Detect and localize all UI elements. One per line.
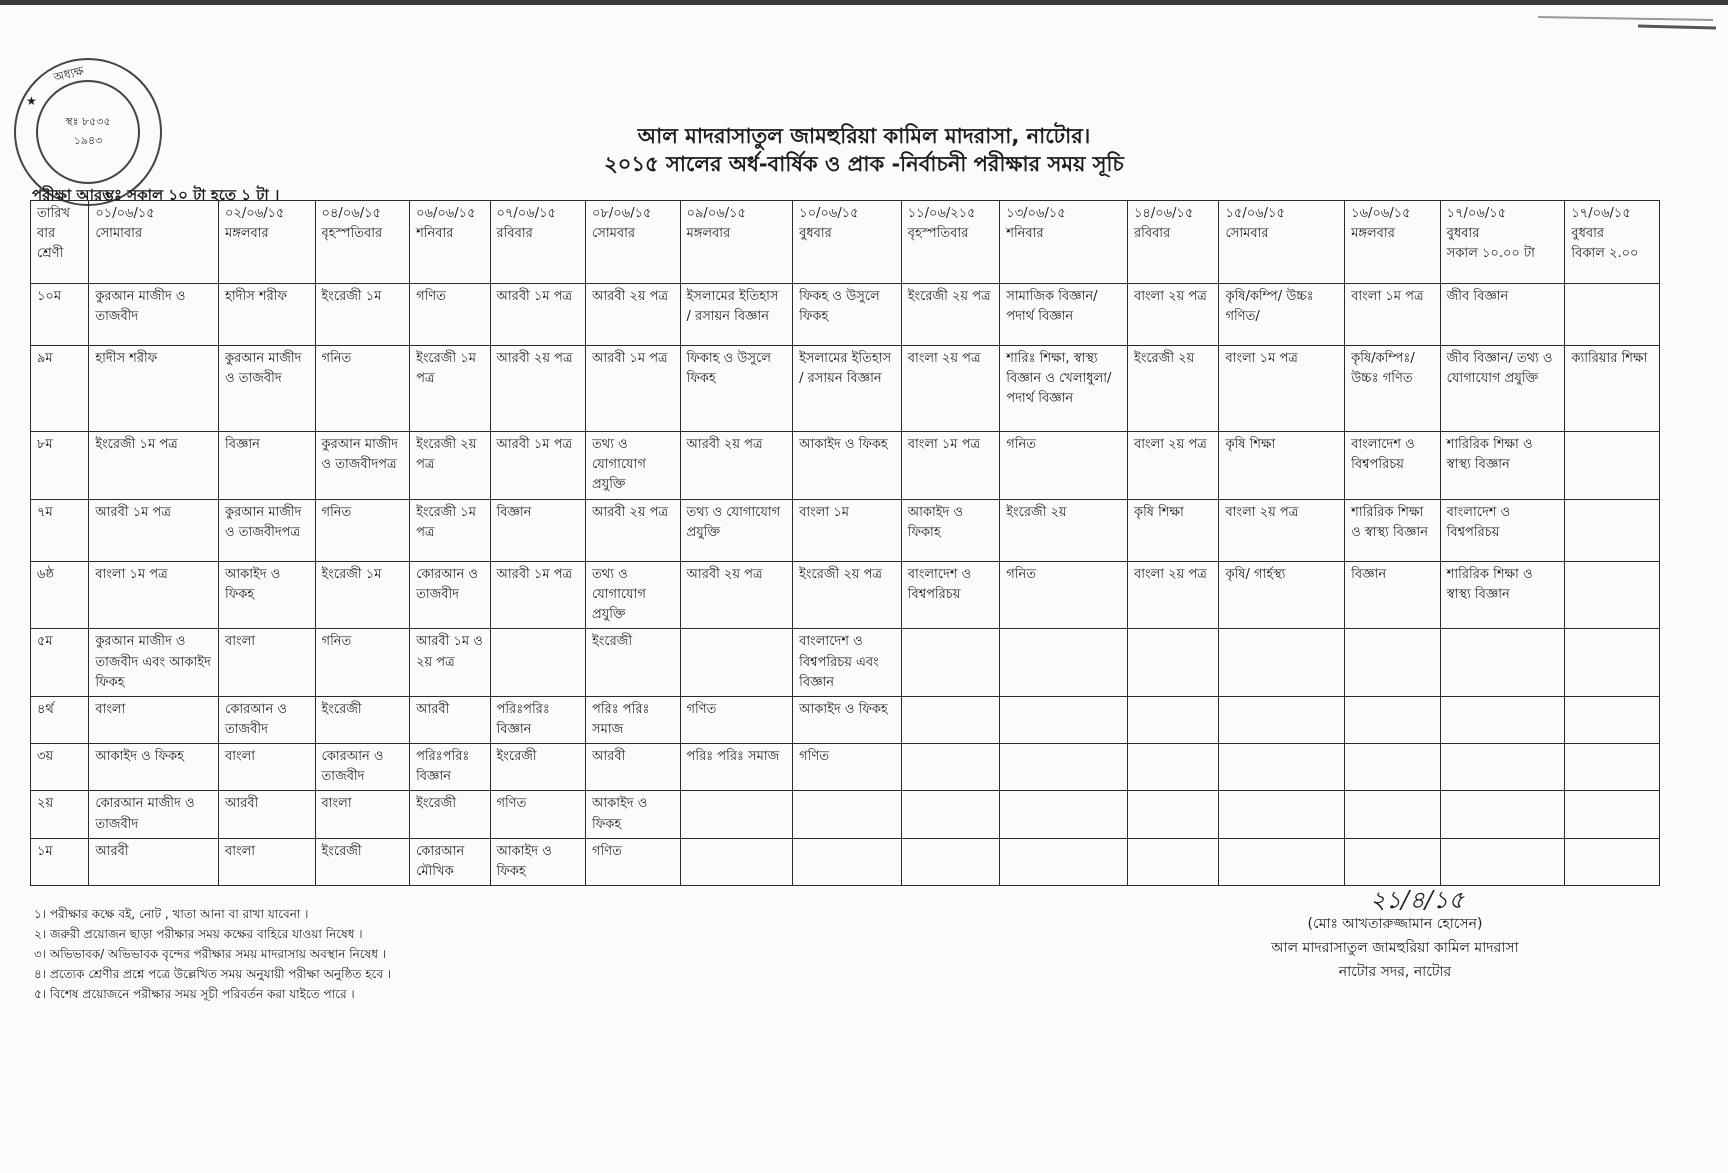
subject-cell: গনিত [315, 500, 410, 562]
subject-cell: কোরআন মৌখিক [410, 838, 490, 885]
subject-cell [901, 838, 1000, 885]
subject-cell: ইংরেজী ১ম পত্র [410, 500, 490, 562]
column-day: সোমবার [1225, 226, 1269, 242]
subject-cell [1565, 432, 1660, 500]
subject-cell: আরবী ১ম পত্র [89, 500, 219, 562]
subject-cell: আরবী ২য় পত্র [680, 432, 793, 500]
subject-cell: আরবী [410, 696, 490, 743]
subject-cell: শারিঃ শিক্ষা, স্বাস্থ্য বিজ্ঞান ও খেলাধুলা/ পদার্থ বিজ্ঞান [1000, 346, 1128, 432]
subject-cell: বাংলা [219, 838, 316, 885]
date-column-header [1440, 201, 1565, 284]
subject-cell: আরবী ২য় পত্র [586, 500, 681, 562]
subject-cell: আকাইদ ও ফিকহ [793, 696, 902, 743]
column-date: ১৪/০৬/১৫ [1133, 206, 1194, 221]
column-date: ১৬/০৬/১৫ [1351, 206, 1411, 221]
column-time: সকাল ১০.০০ টা [1446, 246, 1535, 262]
subject-cell: বাংলা ১ম [793, 500, 902, 562]
subject-cell: বাংলা [219, 744, 316, 791]
subject-cell: বিজ্ঞান [490, 500, 586, 562]
rule-item: ১। পরীক্ষার কক্ষে বই, নোট , খাতা আনা বা রাখা যাবেনা । [34, 907, 309, 921]
subject-cell: ইংরেজী [586, 629, 681, 696]
subject-cell: বাংলা ১ম পত্র [901, 432, 1000, 500]
column-date: ১৭/০৬/১৫ [1446, 206, 1507, 221]
table-row [31, 744, 1660, 791]
date-column-header [1000, 201, 1128, 284]
column-day: রবিবার [1133, 226, 1171, 242]
corner-label-class: শ্রেণী [37, 246, 64, 262]
subject-cell [1127, 744, 1219, 791]
subject-cell: গনিত [1000, 562, 1128, 629]
rule-item: ৩। অভিভাবক/ অভিভাবক বৃন্দের পরীক্ষার সময় মাদরাসায় অবস্থান নিষেধ । [34, 947, 387, 961]
subject-cell [1345, 744, 1441, 791]
subject-cell [1000, 791, 1128, 838]
subject-cell [1000, 744, 1128, 791]
subject-cell: ইসলামের ইতিহাস / রসায়ন বিজ্ঞান [680, 284, 793, 346]
class-label-cell: ৫ম [31, 629, 89, 696]
class-label-cell: ৮ম [31, 432, 89, 500]
column-date: ০১/০৬/১৫ [95, 206, 155, 221]
subject-cell: কুরআন মাজীদ ও তাজবীদপত্র [219, 500, 316, 562]
subject-cell: হাদীস শরীফ [219, 284, 316, 346]
subject-cell [1565, 744, 1660, 791]
subject-cell [1565, 500, 1660, 562]
subject-cell [1000, 629, 1128, 696]
column-day: বুধবার [1446, 226, 1480, 242]
subject-cell: গণিত [410, 284, 490, 346]
subject-cell [1440, 791, 1565, 838]
column-date: ১১/০৬/২১৫ [907, 206, 976, 221]
date-column-header [490, 201, 586, 284]
subject-cell: কৃষি/কম্পিঃ/ উচ্চঃ গণিত [1345, 346, 1441, 432]
subject-cell [1219, 744, 1345, 791]
subject-cell: বাংলাদেশ ও বিশ্বপরিচয় [901, 562, 1000, 629]
subject-cell: পরিঃ পরিঃ সমাজ [680, 744, 793, 791]
subject-cell: কুরআন মাজীদ ও তাজবীদপত্র [315, 432, 410, 500]
subject-cell: বিজ্ঞান [219, 432, 316, 500]
subject-cell [1219, 696, 1345, 743]
subject-cell: বাংলা ২য় পত্র [1219, 500, 1345, 562]
date-column-header [410, 201, 490, 284]
subject-cell: ইংরেজী ১ম [315, 562, 410, 629]
table-row [31, 432, 1660, 500]
subject-cell: বাংলা ২য় পত্র [1127, 284, 1219, 346]
subject-cell: কোরআন মাজীদ ও তাজবীদ [89, 791, 219, 838]
subject-cell [1000, 696, 1128, 743]
subject-cell: ফিকহ ও উসুলে ফিকহ [793, 284, 902, 346]
subject-cell: পরিঃপরিঃ বিজ্ঞান [410, 744, 490, 791]
signatory-name: (মোঃ আখতারুজ্জামান হোসেন) [1307, 916, 1483, 932]
subject-cell: বাংলা ১ম পত্র [89, 562, 219, 629]
subject-cell: জীব বিজ্ঞান [1440, 284, 1565, 346]
subject-cell [901, 791, 1000, 838]
subject-cell: আরবী ১ম পত্র [490, 562, 586, 629]
signatory-address: নাটোর সদর, নাটোর [1338, 964, 1452, 980]
subject-cell: তথ্য ও যোগাযোগ প্রযুক্তি [586, 562, 681, 629]
subject-cell [680, 629, 793, 696]
subject-cell [1127, 791, 1219, 838]
column-day: বুধবার [799, 226, 832, 242]
rule-item: ৫। বিশেষ প্রয়োজনে পরীক্ষার সময় সূচী পরিবর্তন করা যাইতে পারে । [34, 987, 355, 1001]
subject-cell [793, 838, 902, 885]
scan-corner-mark [1518, 12, 1718, 72]
column-day: মঙ্গলবার [686, 226, 731, 242]
column-day: বুধবার [1571, 226, 1605, 242]
subject-cell [1345, 629, 1441, 696]
subject-cell: বাংলাদেশ ও বিশ্বপরিচয় এবং বিজ্ঞান [793, 629, 902, 696]
subject-cell [1565, 696, 1660, 743]
table-row [31, 838, 1660, 885]
subject-cell: বিজ্ঞান [1345, 562, 1441, 629]
date-column-header [793, 201, 902, 284]
subject-cell: আরবী [89, 838, 219, 885]
subject-cell: ইংরেজী ২য় পত্র [901, 284, 1000, 346]
subject-cell: গনিত [315, 629, 410, 696]
subject-cell [1440, 696, 1565, 743]
class-label-cell: ৭ম [31, 500, 89, 562]
corner-header-cell [31, 201, 89, 284]
table-row [31, 346, 1660, 432]
subject-cell [1000, 838, 1128, 885]
subject-cell: বাংলা [89, 696, 219, 743]
subject-cell: ফিকাহ ও উসুলে ফিকহ [680, 346, 793, 432]
subject-cell: বাংলা ১ম পত্র [1219, 346, 1345, 432]
subject-cell: ইংরেজী [410, 791, 490, 838]
column-day: মঙ্গলবার [1351, 226, 1395, 242]
table-row [31, 629, 1660, 696]
subject-cell: আকাইদ ও ফিকাহ [901, 500, 1000, 562]
subject-cell: ইংরেজী ২য় [1127, 346, 1219, 432]
corner-label-date: তারিখ [37, 206, 70, 221]
class-label-cell: ৬ষ্ঠ [31, 562, 89, 629]
table-row [31, 696, 1660, 743]
seal-inner-line-1: স্থঃ ৮৫৩৫ [65, 115, 111, 128]
subject-cell: ইংরেজী ১ম পত্র [89, 432, 219, 500]
subject-cell [1345, 838, 1441, 885]
class-label-cell: ৩য় [31, 744, 89, 791]
subject-cell: আরবী ১ম পত্র [490, 284, 586, 346]
subject-cell [901, 629, 1000, 696]
subject-cell: আরবী [586, 744, 681, 791]
table-row [31, 284, 1660, 346]
signature-block [1220, 886, 1570, 984]
subject-cell: ইংরেজী ২য় পত্র [793, 562, 902, 629]
scan-top-edge [0, 0, 1728, 5]
seal-inner-line-2: ১৯৪৩ [73, 134, 103, 147]
subject-cell: বাংলা ২য় পত্র [1127, 432, 1219, 500]
subject-cell: ইংরেজী [490, 744, 586, 791]
subject-cell: সামাজিক বিজ্ঞান/ পদার্থ বিজ্ঞান [1000, 284, 1128, 346]
class-label-cell: ২য় [31, 791, 89, 838]
subject-cell [1219, 791, 1345, 838]
subject-cell: বাংলাদেশ ও বিশ্বপরিচয় [1440, 500, 1565, 562]
subject-cell: আকাইদ ও ফিকহ [89, 744, 219, 791]
column-day: রবিবার [496, 226, 533, 242]
column-date: ০৮/০৬/১৫ [592, 206, 652, 221]
column-date: ১৫/০৬/১৫ [1225, 206, 1285, 221]
subject-cell [1565, 284, 1660, 346]
subject-cell [1127, 696, 1219, 743]
subject-cell: আকাইদ ও ফিকহ [219, 562, 316, 629]
subject-cell: হাদীস শরীফ [89, 346, 219, 432]
subject-cell: কৃষি শিক্ষা [1127, 500, 1219, 562]
subject-cell [1565, 838, 1660, 885]
date-column-header [89, 201, 219, 284]
document-subtitle: ২০১৫ সালের অর্ধ-বার্ষিক ও প্রাক -নির্বাচনী পরীক্ষার সময় সূচি [604, 152, 1124, 176]
table-header-row [31, 201, 1660, 284]
subject-cell: তথ্য ও যোগাযোগ প্রযুক্তি [680, 500, 793, 562]
subject-cell: গণিত [586, 838, 681, 885]
subject-cell [901, 696, 1000, 743]
date-column-header [1345, 201, 1441, 284]
subject-cell [1219, 838, 1345, 885]
date-column-header [1219, 201, 1345, 284]
column-time: বিকাল ২.০০ [1571, 246, 1639, 262]
subject-cell [1440, 744, 1565, 791]
subject-cell [1565, 791, 1660, 838]
subject-cell [1565, 562, 1660, 629]
signatory-institution: আল মাদরাসাতুল জামহুরিয়া কামিল মাদরাসা [1271, 940, 1519, 956]
column-date: ০৪/০৬/১৫ [321, 206, 381, 221]
subject-cell: ক্যারিয়ার শিক্ষা [1565, 346, 1660, 432]
subject-cell: আরবী ২য় পত্র [490, 346, 586, 432]
class-label-cell: ৪র্থ [31, 696, 89, 743]
subject-cell [1440, 629, 1565, 696]
subject-cell: ইংরেজী ১ম [315, 284, 410, 346]
subject-cell [1345, 791, 1441, 838]
subject-cell [680, 791, 793, 838]
subject-cell [680, 838, 793, 885]
subject-cell [1219, 629, 1345, 696]
seal-ring-text: অধ্যক্ষ [52, 63, 86, 85]
column-day: শনিবার [416, 226, 454, 242]
subject-cell: কোরআন ও তাজবীদ [219, 696, 316, 743]
subject-cell: কুরআন মাজীদ ও তাজবীদ এবং আকাইদ ফিকহ [89, 629, 219, 696]
subject-cell [1127, 838, 1219, 885]
subject-cell: আরবী ২য় পত্র [680, 562, 793, 629]
class-label-cell: ১০ম [31, 284, 89, 346]
date-column-header [901, 201, 1000, 284]
subject-cell: বাংলা ২য় পত্র [1127, 562, 1219, 629]
column-date: ০২/০৬/১৫ [225, 206, 285, 221]
subject-cell: কৃষি শিক্ষা [1219, 432, 1345, 500]
subject-cell: গনিত [315, 346, 410, 432]
subject-cell: শারিরিক শিক্ষা ও স্বাস্থ্য বিজ্ঞান [1440, 432, 1565, 500]
subject-cell [1345, 696, 1441, 743]
subject-cell: শারিরিক শিক্ষা ও স্বাস্থ্য বিজ্ঞান [1345, 500, 1441, 562]
subject-cell: আরবী [219, 791, 316, 838]
subject-cell: গণিত [490, 791, 586, 838]
subject-cell: গনিত [1000, 432, 1128, 500]
subject-cell: আরবী ১ম পত্র [586, 346, 681, 432]
subject-cell: ইসলামের ইতিহাস / রসায়ন বিজ্ঞান [793, 346, 902, 432]
column-day: সোমাবার [95, 226, 143, 242]
subject-cell: কোরআন ও তাজবীদ [315, 744, 410, 791]
exam-rules-list [34, 904, 391, 1004]
subject-cell: গণিত [793, 744, 902, 791]
subject-cell: জীব বিজ্ঞান/ তথ্য ও যোগাযোগ প্রযুক্তি [1440, 346, 1565, 432]
subject-cell [793, 791, 902, 838]
subject-cell: কৃষি/ গার্হস্থ্য [1219, 562, 1345, 629]
date-column-header [586, 201, 681, 284]
subject-cell: আরবী ২য় পত্র [586, 284, 681, 346]
subject-cell: আকাইদ ও ফিকহ [490, 838, 586, 885]
table-row [31, 562, 1660, 629]
subject-cell: বাংলা ১ম পত্র [1345, 284, 1441, 346]
column-day: বৃহস্পতিবার [907, 226, 969, 242]
subject-cell [1440, 838, 1565, 885]
subject-cell: শারিরিক শিক্ষা ও স্বাস্থ্য বিজ্ঞান [1440, 562, 1565, 629]
column-day: সোমবার [592, 226, 636, 242]
subject-cell: পরিঃপরিঃ বিজ্ঞান [490, 696, 586, 743]
column-day: বৃহস্পতিবার [321, 226, 383, 242]
class-label-cell: ১ম [31, 838, 89, 885]
date-column-header [1565, 201, 1660, 284]
subject-cell: আরবী ১ম ও ২য় পত্র [410, 629, 490, 696]
subject-cell: ইংরেজী [315, 838, 410, 885]
subject-cell: কুরআন মাজীদ ও তাজবীদ [89, 284, 219, 346]
subject-cell [1565, 629, 1660, 696]
subject-cell: আকাইদ ও ফিকহ [586, 791, 681, 838]
rule-item: ২। জরুরী প্রয়োজন ছাড়া পরীক্ষার সময় কক্ষের বাহিরে যাওয়া নিষেধ । [34, 927, 363, 941]
date-column-header [219, 201, 316, 284]
exam-schedule-table [30, 200, 1660, 886]
document-title: আল মাদরাসাতুল জামহুরিয়া কামিল মাদরাসা, নাটোর। [637, 124, 1091, 148]
column-date: ১০/০৬/১৫ [799, 206, 859, 221]
column-day: শনিবার [1006, 226, 1044, 242]
date-column-header [1127, 201, 1219, 284]
class-label-cell: ৯ম [31, 346, 89, 432]
subject-cell: কৃষি/কম্পি/ উচ্চঃ গণিত/ [1219, 284, 1345, 346]
table-body [31, 284, 1660, 886]
subject-cell: ইংরেজী ২য় পত্র [410, 432, 490, 500]
subject-cell [490, 629, 586, 696]
subject-cell: বাংলা [219, 629, 316, 696]
handwritten-signature: ২১/৪/১৫ [1370, 886, 1465, 914]
exam-time-note: পরীক্ষা আরম্ভঃ সকাল ১০ টা হতে ১ টা । [32, 186, 280, 204]
subject-cell: পরিঃ পরিঃ সমাজ [586, 696, 681, 743]
subject-cell [901, 744, 1000, 791]
subject-cell [1127, 629, 1219, 696]
corner-label-day: বার [37, 226, 56, 242]
subject-cell: আকাইদ ও ফিকহ [793, 432, 902, 500]
column-date: ০৭/০৬/১৫ [496, 206, 556, 221]
date-column-header [680, 201, 793, 284]
column-date: ০৯/০৬/১৫ [686, 206, 746, 221]
table-row [31, 791, 1660, 838]
subject-cell: গণিত [680, 696, 793, 743]
subject-cell: ইংরেজী ২য় [1000, 500, 1128, 562]
seal-star-icon: ★ [26, 94, 37, 108]
subject-cell: আরবী ১ম পত্র [490, 432, 586, 500]
subject-cell: তথ্য ও যোগাযোগ প্রযুক্তি [586, 432, 681, 500]
rule-item: ৪। প্রত্যেক শ্রেণীর প্রশ্নে পত্রে উল্লেখিত সময় অনুযায়ী পরীক্ষা অনুষ্ঠিত হবে । [34, 967, 392, 981]
subject-cell: বাংলাদেশ ও বিশ্বপরিচয় [1345, 432, 1441, 500]
subject-cell: কোরআন ও তাজবীদ [410, 562, 490, 629]
column-date: ১৩/০৬/১৫ [1006, 206, 1066, 221]
subject-cell: ইংরেজী [315, 696, 410, 743]
subject-cell: কুরআন মাজীদ ও তাজবীদ [219, 346, 316, 432]
column-date: ১৭/০৬/১৫ [1571, 206, 1631, 221]
subject-cell: বাংলা ২য় পত্র [901, 346, 1000, 432]
table-row [31, 500, 1660, 562]
subject-cell: ইংরেজী ১ম পত্র [410, 346, 490, 432]
date-column-header [315, 201, 410, 284]
subject-cell: বাংলা [315, 791, 410, 838]
column-date: ০৬/০৬/১৫ [416, 206, 476, 221]
column-day: মঙ্গলবার [225, 226, 269, 242]
